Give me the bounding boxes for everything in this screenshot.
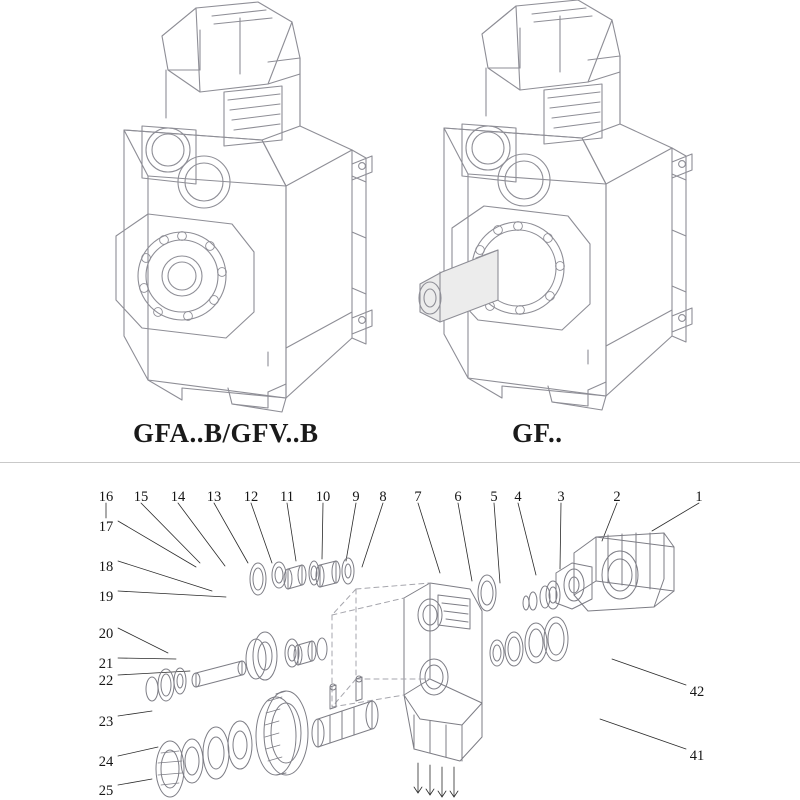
callout-4: 4 bbox=[514, 489, 522, 505]
callout-18: 18 bbox=[98, 559, 114, 575]
gearbox-right-drawing bbox=[419, 0, 692, 410]
callout-2: 2 bbox=[613, 489, 621, 505]
callout-19: 19 bbox=[98, 589, 114, 605]
gearbox-left-drawing bbox=[116, 2, 372, 412]
caption-left: GFA..B/GFV..B bbox=[133, 418, 319, 448]
callout-23: 23 bbox=[98, 714, 114, 730]
callout-10: 10 bbox=[315, 489, 331, 505]
callout-20: 20 bbox=[98, 626, 114, 642]
callout-41: 41 bbox=[689, 748, 705, 764]
part-seal-rings bbox=[478, 575, 568, 666]
callout-24: 24 bbox=[98, 754, 114, 770]
callout-14: 14 bbox=[170, 489, 186, 505]
callout-11: 11 bbox=[280, 489, 294, 505]
part-gear-assembly-lower bbox=[156, 676, 378, 797]
caption-right: GF.. bbox=[512, 418, 563, 448]
callout-3: 3 bbox=[557, 489, 565, 505]
part-shaft-assembly-upper bbox=[250, 558, 354, 595]
part-housing bbox=[332, 583, 482, 797]
callout-13: 13 bbox=[206, 489, 222, 505]
callout-22: 22 bbox=[98, 673, 114, 689]
callout-16: 16 bbox=[98, 489, 114, 505]
callout-7: 7 bbox=[414, 489, 422, 505]
callout-15: 15 bbox=[133, 489, 149, 505]
callout-8: 8 bbox=[379, 489, 387, 505]
callout-42: 42 bbox=[689, 684, 705, 700]
callout-6: 6 bbox=[454, 489, 462, 505]
exploded-view-art bbox=[0, 463, 800, 800]
callout-12: 12 bbox=[243, 489, 259, 505]
callout-9: 9 bbox=[352, 489, 360, 505]
callout-21: 21 bbox=[98, 656, 114, 672]
callout-1: 1 bbox=[695, 489, 703, 505]
callout-5: 5 bbox=[490, 489, 498, 505]
exploded-view-panel bbox=[0, 463, 800, 800]
part-gear-assembly-middle bbox=[146, 632, 327, 701]
callout-25: 25 bbox=[98, 783, 114, 799]
part-motor-unit bbox=[556, 533, 674, 611]
callout-17: 17 bbox=[98, 519, 114, 535]
